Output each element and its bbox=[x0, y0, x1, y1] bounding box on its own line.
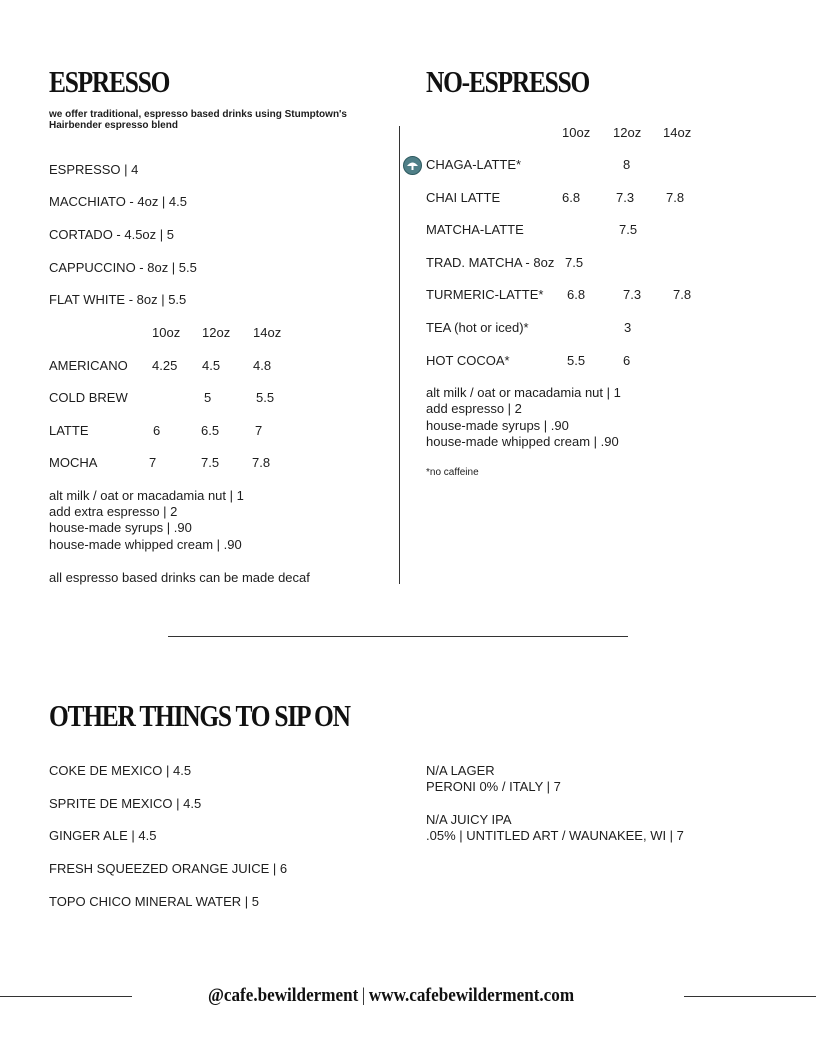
hot-cocoa-12oz: 6 bbox=[623, 353, 631, 368]
chai-latte-name: CHAI LATTE bbox=[426, 190, 501, 205]
americano-12oz: 4.5 bbox=[202, 358, 221, 373]
na-lager-title: N/A LAGER bbox=[426, 763, 495, 778]
other-title: OTHER THINGS TO SIP ON bbox=[49, 698, 350, 733]
matcha-latte-12oz: 7.5 bbox=[619, 222, 638, 237]
chaga-latte-12oz: 8 bbox=[623, 157, 631, 172]
turmeric-latte-name: TURMERIC-LATTE* bbox=[426, 287, 544, 302]
decaf-note: all espresso based drinks can be made decaf bbox=[49, 570, 310, 585]
matcha-latte-name: MATCHA-LATTE bbox=[426, 222, 524, 237]
latte-10oz: 6 bbox=[153, 423, 161, 438]
no-espresso-size-14oz: 14oz bbox=[663, 125, 692, 140]
footer-contact bbox=[208, 985, 574, 1007]
latte-14oz: 7 bbox=[255, 423, 263, 438]
cortado-item: CORTADO - 4.5oz | 5 bbox=[49, 227, 174, 242]
cappuccino-item: CAPPUCCINO - 8oz | 5.5 bbox=[49, 260, 197, 275]
topo-chico-item: TOPO CHICO MINERAL WATER | 5 bbox=[49, 894, 259, 909]
section-divider bbox=[168, 636, 628, 637]
sprite-item: SPRITE DE MEXICO | 4.5 bbox=[49, 796, 202, 811]
coke-item: COKE DE MEXICO | 4.5 bbox=[49, 763, 192, 778]
na-lager-detail: PERONI 0% / ITALY | 7 bbox=[426, 779, 561, 794]
no-espresso-addon-shot: add espresso | 2 bbox=[426, 401, 522, 416]
ginger-ale-item: GINGER ALE | 4.5 bbox=[49, 828, 157, 843]
espresso-addon-syrups: house-made syrups | .90 bbox=[49, 520, 192, 535]
cold-brew-12oz: 5 bbox=[204, 390, 212, 405]
mushroom-icon bbox=[403, 156, 422, 175]
footer-right-rule bbox=[684, 996, 816, 997]
espresso-size-12oz: 12oz bbox=[202, 325, 231, 340]
macchiato-item: MACCHIATO - 4oz | 4.5 bbox=[49, 194, 187, 209]
americano-14oz: 4.8 bbox=[253, 358, 272, 373]
chai-latte-14oz: 7.8 bbox=[666, 190, 685, 205]
cold-brew-name: COLD BREW bbox=[49, 390, 128, 405]
flat-white-item: FLAT WHITE - 8oz | 5.5 bbox=[49, 292, 187, 307]
no-caffeine-footnote: *no caffeine bbox=[426, 467, 479, 478]
hot-cocoa-name: HOT COCOA* bbox=[426, 353, 510, 368]
na-ipa-title: N/A JUICY IPA bbox=[426, 812, 512, 827]
no-espresso-size-12oz: 12oz bbox=[613, 125, 642, 140]
instagram-handle[interactable]: @cafe.bewilderment bbox=[208, 985, 359, 1006]
espresso-addon-shot: add extra espresso | 2 bbox=[49, 504, 178, 519]
chai-latte-10oz: 6.8 bbox=[562, 190, 581, 205]
footer-left-rule bbox=[0, 996, 132, 997]
espresso-size-10oz: 10oz bbox=[152, 325, 181, 340]
footer-separator: | bbox=[361, 985, 366, 1006]
espresso-title: ESPRESSO bbox=[49, 64, 170, 99]
espresso-addon-cream: house-made whipped cream | .90 bbox=[49, 537, 242, 552]
mocha-10oz: 7 bbox=[149, 455, 157, 470]
no-espresso-addon-syrups: house-made syrups | .90 bbox=[426, 418, 569, 433]
mocha-12oz: 7.5 bbox=[201, 455, 220, 470]
no-espresso-title: NO-ESPRESSO bbox=[426, 64, 590, 99]
no-espresso-addon-milk: alt milk / oat or macadamia nut | 1 bbox=[426, 385, 621, 400]
espresso-tagline: we offer traditional, espresso based drinks using Stumptown's Hairbender espresso blend bbox=[49, 109, 347, 131]
turmeric-latte-14oz: 7.8 bbox=[673, 287, 692, 302]
cold-brew-14oz: 5.5 bbox=[256, 390, 275, 405]
chaga-latte-name: CHAGA-LATTE* bbox=[426, 157, 522, 172]
trad-matcha-name: TRAD. MATCHA - 8oz bbox=[426, 255, 555, 270]
chai-latte-12oz: 7.3 bbox=[616, 190, 635, 205]
espresso-item: ESPRESSO | 4 bbox=[49, 162, 139, 177]
hot-cocoa-10oz: 5.5 bbox=[567, 353, 586, 368]
turmeric-latte-10oz: 6.8 bbox=[567, 287, 586, 302]
na-ipa-detail: .05% | UNTITLED ART / WAUNAKEE, WI | 7 bbox=[426, 828, 684, 843]
no-espresso-addon-cream: house-made whipped cream | .90 bbox=[426, 434, 619, 449]
turmeric-latte-12oz: 7.3 bbox=[623, 287, 642, 302]
latte-name: LATTE bbox=[49, 423, 89, 438]
espresso-size-14oz: 14oz bbox=[253, 325, 282, 340]
orange-juice-item: FRESH SQUEEZED ORANGE JUICE | 6 bbox=[49, 861, 288, 876]
tea-name: TEA (hot or iced)* bbox=[426, 320, 529, 335]
column-divider bbox=[399, 126, 400, 584]
mocha-14oz: 7.8 bbox=[252, 455, 271, 470]
trad-matcha-10oz: 7.5 bbox=[565, 255, 584, 270]
americano-name: AMERICANO bbox=[49, 358, 128, 373]
latte-12oz: 6.5 bbox=[201, 423, 220, 438]
americano-10oz: 4.25 bbox=[152, 358, 178, 373]
website-link[interactable]: www.cafebewilderment.com bbox=[368, 985, 575, 1006]
no-espresso-size-10oz: 10oz bbox=[562, 125, 591, 140]
espresso-addon-milk: alt milk / oat or macadamia nut | 1 bbox=[49, 488, 244, 503]
tea-12oz: 3 bbox=[624, 320, 632, 335]
mocha-name: MOCHA bbox=[49, 455, 98, 470]
